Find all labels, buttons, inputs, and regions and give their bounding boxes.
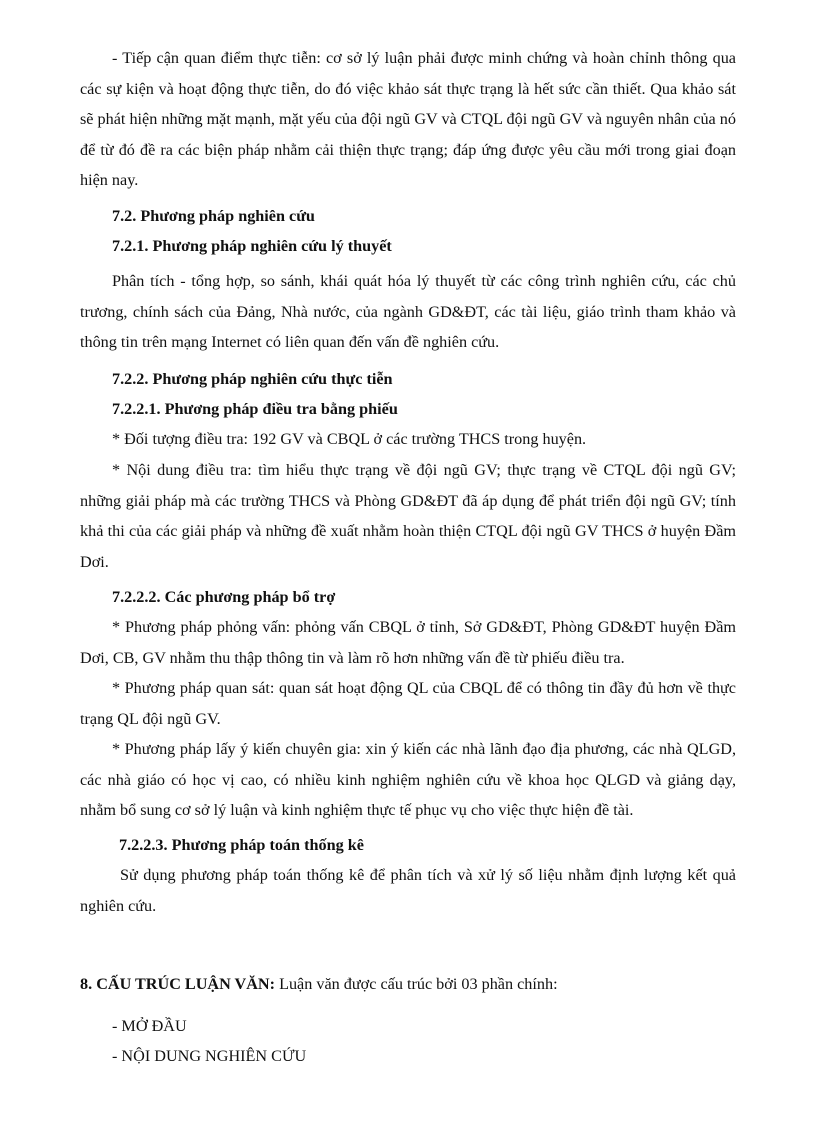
section-8-structure — [80, 972, 558, 996]
paragraph-survey-subjects: * Đối tượng điều tra: 192 GV và CBQL ở các trường THCS trong huyện. — [112, 430, 587, 448]
heading-7-2-2-1: 7.2.2.1. Phương pháp điều tra bằng phiếu — [112, 400, 398, 418]
paragraph-theory-method: Phân tích - tổng hợp, so sánh, khái quát hóa lý thuyết từ các công trình nghiên cứu, các chủ trương, chính sách của Đảng, Nhà nước, của ngành GD&ĐT, các tài liệu, giáo trình tham khảo và thông tin trên mạng Internet có liên quan đến vấn đề nghiên cứu. — [80, 272, 736, 351]
structure-item-intro: - MỞ ĐẦU — [112, 1017, 187, 1035]
structure-item-content: - NỘI DUNG NGHIÊN CỨU — [112, 1047, 307, 1065]
paragraph-expert-method: * Phương pháp lấy ý kiến chuyên gia: xin ý kiến các nhà lãnh đạo địa phương, các nhà QLGD, các nhà giáo có học vị cao, có nhiều kinh nghiệm nghiên cứu về khoa học QLGD và giảng dạy, nhằm bổ sung cơ sở lý luận và kinh nghiệm thực tế phục vụ cho việc thực hiện đề tài. — [80, 740, 736, 819]
paragraph-observation-method: * Phương pháp quan sát: quan sát hoạt động QL của CBQL để có thông tin đầy đủ hơn về thực trạng QL đội ngũ GV. — [80, 679, 736, 728]
heading-7-2-2-3: 7.2.2.3. Phương pháp toán thống kê — [119, 836, 364, 854]
section-8-text: Luận văn được cấu trúc bởi 03 phần chính: — [275, 975, 558, 993]
paragraph-interview-method: * Phương pháp phỏng vấn: phỏng vấn CBQL ở tỉnh, Sở GD&ĐT, Phòng GD&ĐT huyện Đầm Dơi, CB, GV nhằm thu thập thông tin và làm rõ hơn những vấn đề từ phiếu điều tra. — [80, 618, 736, 667]
paragraph-statistics-method: Sử dụng phương pháp toán thống kê để phân tích và xử lý số liệu nhằm định lượng kết quả nghiên cứu. — [80, 866, 736, 915]
heading-7-2-2-2: 7.2.2.2. Các phương pháp bổ trợ — [112, 588, 336, 606]
section-8-heading: 8. CẤU TRÚC LUẬN VĂN: — [80, 975, 276, 993]
paragraph-practical-approach: - Tiếp cận quan điểm thực tiễn: cơ sở lý luận phải được minh chứng và hoàn chỉnh thông qua các sự kiện và hoạt động thực tiễn, do đó việc khảo sát thực trạng là hết sức cần thiết. Qua khảo sát sẽ phát hiện những mặt mạnh, mặt yếu của đội ngũ GV và CTQL đội ngũ GV và nguyên nhân của nó để từ đó đề ra các biện pháp nhằm cải thiện thực trạng; đáp ứng được yêu cầu mới trong giai đoạn hiện nay. — [80, 49, 736, 189]
heading-7-2-2: 7.2.2. Phương pháp nghiên cứu thực tiễn — [112, 370, 393, 388]
paragraph-survey-content: * Nội dung điều tra: tìm hiểu thực trạng về đội ngũ GV; thực trạng về CTQL đội ngũ GV; những giải pháp mà các trường THCS và Phòng GD&ĐT đã áp dụng để phát triển đội ngũ GV; tính khả thi của các giải pháp và những đề xuất nhằm hoàn thiện CTQL đội ngũ GV THCS ở huyện Đầm Dơi. — [80, 461, 736, 571]
heading-7-2: 7.2. Phương pháp nghiên cứu — [112, 207, 315, 225]
heading-7-2-1: 7.2.1. Phương pháp nghiên cứu lý thuyết — [112, 237, 392, 255]
